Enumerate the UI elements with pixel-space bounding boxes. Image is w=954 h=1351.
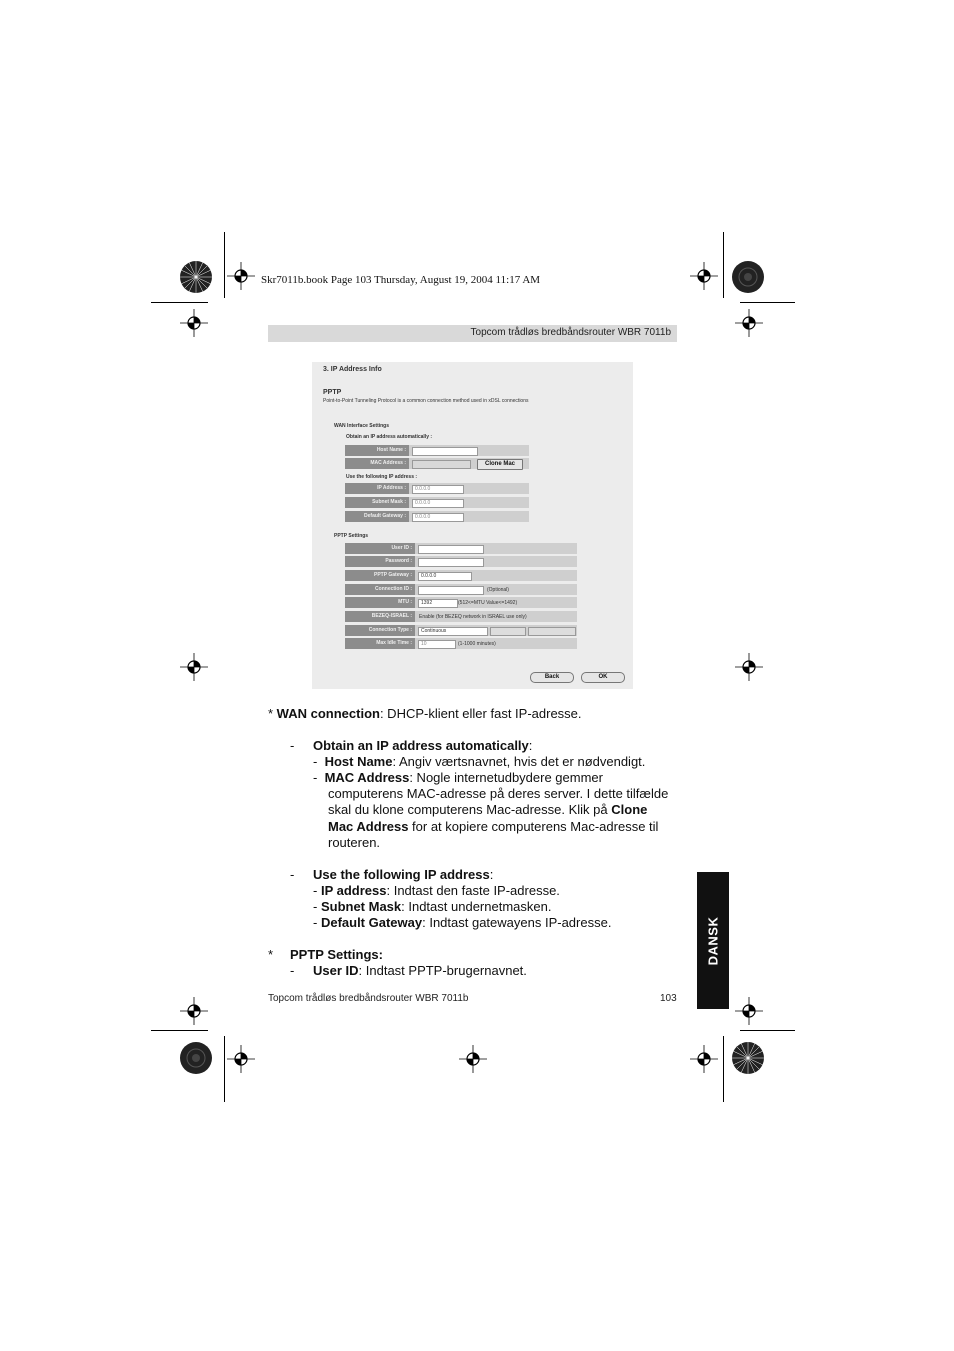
pptp-gateway-label: PPTP Gateway : (345, 570, 415, 581)
section-title: 3. IP Address Info (323, 366, 382, 373)
language-tab-label: DANSK (705, 916, 721, 965)
mac-address-line-5: routeren. (328, 835, 381, 850)
mac-address-line: - MAC Address: Nogle internetudbydere gemmer (313, 770, 603, 785)
mac-address-line-3: skal du klone computerens Mac-adresse. Klik på Clone (328, 802, 648, 817)
pptp-bullet: * (268, 947, 274, 962)
max-idle-input[interactable]: 10 (418, 640, 456, 649)
user-id-label: User ID : (345, 543, 415, 554)
default-gateway-input[interactable]: 0.0.0.0 (412, 513, 464, 522)
subnet-mask-label: Subnet Mask : (345, 497, 409, 508)
pptp-settings-line: PPTP Settings: (290, 947, 383, 962)
registration-mark-icon (227, 1045, 255, 1073)
mac-address-label: MAC Address : (345, 458, 409, 469)
registration-mark-icon (735, 997, 763, 1025)
default-gateway-line: - Default Gateway: Indtast gatewayens IP-adresse. (313, 915, 612, 930)
connection-type-select[interactable]: Continuous (418, 627, 488, 636)
max-idle-hint: (1-1000 minutes) (458, 641, 496, 647)
mtu-input[interactable]: 1392 (418, 599, 458, 608)
registration-mark-icon (459, 1045, 487, 1073)
mtu-label: MTU : (345, 597, 415, 608)
ip-address-label: IP Address : (345, 483, 409, 494)
user-id-input[interactable] (418, 545, 484, 554)
ip-address-input[interactable]: 0.0.0.0 (412, 485, 464, 494)
print-slug: Skr7011b.book Page 103 Thursday, August 19, 2004 11:17 AM (261, 274, 541, 286)
registration-mark-icon (227, 262, 255, 290)
mac-address-line-4: Mac Address for at kopiere computerens Mac-adresse til (328, 819, 659, 834)
pptp-description: Point-to-Point Tunneling Protocol is a common connection method used in xDSL connections (323, 398, 529, 404)
optional-note: (Optional) (487, 587, 509, 593)
obtain-auto-radio[interactable]: Obtain an IP address automatically : (346, 434, 433, 440)
registration-mark-icon (180, 653, 208, 681)
password-input[interactable] (418, 558, 484, 567)
subnet-mask-line: - Subnet Mask: Indtast undernetmasken. (313, 899, 552, 914)
mtu-hint: (512<=MTU Value<=1492) (458, 600, 518, 606)
registration-mark-icon (735, 309, 763, 337)
color-starburst-icon (731, 260, 765, 294)
use-following-radio[interactable]: Use the following IP address : (346, 474, 418, 480)
pptp-heading: PPTP (323, 389, 342, 396)
color-starburst-icon (731, 1041, 765, 1075)
registration-mark-icon (180, 309, 208, 337)
host-name-line: - Host Name: Angiv værtsnavnet, hvis det er nødvendigt. (313, 754, 646, 769)
registration-mark-icon (180, 997, 208, 1025)
user-id-item: - (290, 963, 295, 978)
user-id-line: User ID: Indtast PPTP-brugernavnet. (313, 963, 527, 978)
connect-button[interactable] (490, 627, 526, 636)
host-name-label: Host Name : (345, 445, 409, 456)
ok-button[interactable]: OK (581, 672, 625, 683)
use-following-line: Use the following IP address: (313, 867, 494, 882)
ip-address-line: - IP address: Indtast den faste IP-adresse. (313, 883, 560, 898)
default-gateway-label: Default Gateway : (345, 511, 409, 522)
obtain-auto-line: Obtain an IP address automatically: (313, 738, 533, 753)
mac-address-input[interactable] (412, 460, 471, 469)
router-config-screenshot (312, 362, 633, 689)
disconnect-button[interactable] (528, 627, 576, 636)
registration-mark-icon (690, 1045, 718, 1073)
color-starburst-icon (179, 260, 213, 294)
header-title: Topcom trådløs bredbåndsrouter WBR 7011b (470, 327, 671, 338)
running-header (268, 325, 677, 342)
mac-address-line-2: computerens MAC-adresse på deres server. I dette tilfælde (328, 786, 669, 801)
registration-mark-icon (690, 262, 718, 290)
host-name-input[interactable] (412, 447, 478, 456)
language-side-tab (697, 872, 729, 1009)
registration-mark-icon (735, 653, 763, 681)
pptp-gateway-input[interactable]: 0.0.0.0 (418, 572, 472, 581)
max-idle-label: Max Idle Time : (345, 638, 415, 649)
password-label: Password : (345, 556, 415, 567)
bezeq-label: BEZEQ-ISRAEL : (345, 611, 415, 622)
bezeq-checkbox[interactable]: Enable (for BEZEQ network in ISRAEL use only) (419, 614, 527, 620)
connection-id-label: Connection ID : (345, 584, 415, 595)
page-number: 103 (660, 993, 677, 1004)
color-starburst-icon (179, 1041, 213, 1075)
pptp-settings-label: PPTP Settings (334, 533, 369, 539)
connection-type-label: Connection Type : (345, 625, 415, 636)
wan-connection-line: * WAN connection: DHCP-klient eller fast IP-adresse. (268, 706, 582, 721)
footer-title: Topcom trådløs bredbåndsrouter WBR 7011b (268, 993, 469, 1004)
clone-mac-button[interactable]: Clone Mac (477, 459, 523, 470)
obtain-auto-item: - (290, 738, 295, 753)
back-button[interactable]: Back (530, 672, 574, 683)
connection-id-input[interactable] (418, 586, 484, 595)
wan-settings-label: WAN Interface Settings (334, 423, 390, 429)
subnet-mask-input[interactable]: 0.0.0.0 (412, 499, 464, 508)
use-following-item: - (290, 867, 295, 882)
